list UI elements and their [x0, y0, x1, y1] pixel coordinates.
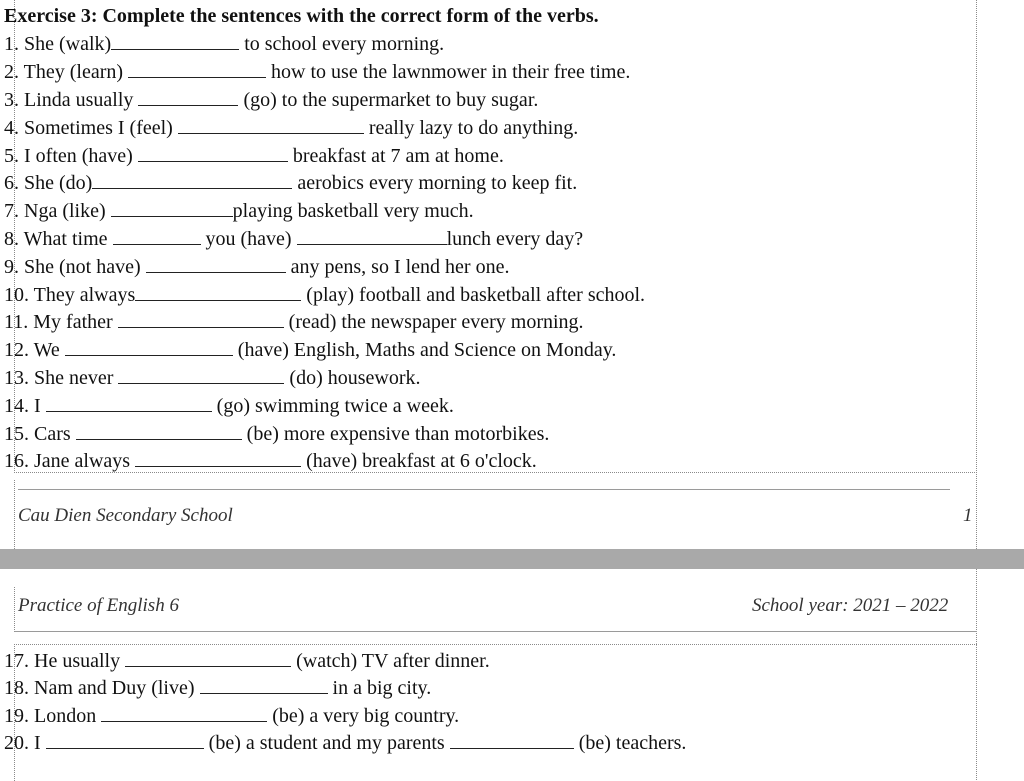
exercise-item — [4, 171, 577, 195]
answer-blank[interactable] — [65, 338, 233, 356]
header-school-year: School year: 2021 – 2022 — [752, 595, 949, 616]
item-prompt: 6. She (do) — [4, 172, 93, 194]
item-remainder: (be) a very big country. — [267, 705, 460, 727]
item-middle-text: (be) a student and my parents — [203, 732, 450, 754]
item-prompt: 3. Linda usually — [4, 89, 139, 111]
item-prompt: 15. Cars — [4, 423, 76, 445]
exercise-title: Exercise 3: Complete the sentences with the correct form of the verbs. — [4, 5, 599, 27]
footer-page-number: 1 — [963, 505, 973, 526]
item-prompt: 17. He usually — [4, 650, 126, 672]
item-prompt: 18. Nam and Duy (live) — [4, 677, 200, 699]
item-prompt: 14. I — [4, 395, 46, 417]
item-remainder: (be) more expensive than motorbikes. — [241, 423, 550, 445]
answer-blank[interactable] — [178, 116, 364, 134]
answer-blank[interactable] — [138, 88, 238, 106]
item-remainder: (have) English, Maths and Science on Monday. — [232, 339, 617, 361]
item-remainder: aerobics every morning to keep fit. — [292, 172, 578, 194]
answer-blank[interactable] — [111, 199, 233, 217]
exercise-item — [4, 88, 538, 112]
item-prompt: 9. She (not have) — [4, 256, 146, 278]
exercise-item — [4, 60, 630, 84]
exercise-item — [4, 283, 645, 307]
answer-blank[interactable] — [111, 32, 239, 50]
item-prompt: 16. Jane always — [4, 450, 136, 472]
exercise-item — [4, 731, 686, 755]
answer-blank[interactable] — [135, 449, 301, 467]
item-prompt: 13. She never — [4, 367, 119, 389]
exercise-item — [4, 366, 421, 390]
item-remainder: in a big city. — [327, 677, 432, 699]
item-prompt: 11. My father — [4, 311, 118, 333]
item-remainder: how to use the lawnmower in their free time. — [266, 61, 631, 83]
answer-blank[interactable] — [138, 144, 288, 162]
item-prompt: 7. Nga (like) — [4, 200, 111, 222]
answer-blank[interactable] — [200, 676, 328, 694]
exercise-item — [4, 394, 454, 418]
item-remainder: (have) breakfast at 6 o'clock. — [301, 450, 537, 472]
answer-blank[interactable] — [125, 649, 291, 667]
item-remainder: (do) housework. — [284, 367, 421, 389]
answer-blank[interactable] — [128, 60, 266, 78]
exercise-item — [4, 422, 549, 446]
exercise-item — [4, 255, 509, 279]
item-remainder: (play) football and basketball after school. — [301, 284, 646, 306]
exercise-item — [4, 227, 583, 251]
item-remainder: (watch) TV after dinner. — [291, 650, 490, 672]
item-prompt: 10. They always — [4, 284, 136, 306]
item-prompt: 2. They (learn) — [4, 61, 129, 83]
exercise-item — [4, 338, 616, 362]
item-remainder: (go) swimming twice a week. — [211, 395, 454, 417]
item-remainder: (go) to the supermarket to buy sugar. — [238, 89, 539, 111]
item-remainder: really lazy to do anything. — [363, 117, 579, 139]
answer-blank[interactable] — [46, 394, 212, 412]
exercise-item — [4, 449, 537, 473]
header-book-title: Practice of English 6 — [18, 595, 179, 616]
item-prompt: 4. Sometimes I (feel) — [4, 117, 178, 139]
page-gap — [0, 549, 1024, 569]
item-middle-text: you (have) — [200, 228, 297, 250]
answer-blank[interactable] — [146, 255, 286, 273]
item-remainder: to school every morning. — [239, 33, 445, 55]
footer-school-name: Cau Dien Secondary School — [18, 505, 233, 526]
item-prompt: 20. I — [4, 732, 46, 754]
item-remainder: playing basketball very much. — [232, 200, 474, 222]
exercise-item — [4, 676, 431, 700]
item-prompt: 1. She (walk) — [4, 33, 112, 55]
exercise-item — [4, 704, 459, 728]
exercise-item — [4, 116, 578, 140]
footer-divider — [18, 489, 950, 490]
item-prompt: 5. I often (have) — [4, 145, 138, 167]
answer-blank[interactable] — [118, 366, 284, 384]
item-remainder: (read) the newspaper every morning. — [283, 311, 584, 333]
item-prompt: 12. We — [4, 339, 65, 361]
answer-blank[interactable] — [135, 283, 301, 301]
answer-blank[interactable] — [450, 731, 574, 749]
exercise-item — [4, 310, 584, 334]
exercise-item — [4, 649, 490, 673]
item-prompt: 19. London — [4, 705, 102, 727]
exercise-item — [4, 32, 444, 56]
item-remainder: (be) teachers. — [573, 732, 687, 754]
answer-blank[interactable] — [297, 227, 447, 245]
answer-blank[interactable] — [113, 227, 201, 245]
answer-blank[interactable] — [46, 731, 204, 749]
answer-blank[interactable] — [92, 171, 292, 189]
answer-blank[interactable] — [118, 310, 284, 328]
exercise-item — [4, 144, 504, 168]
exercise-item — [4, 199, 474, 223]
answer-blank[interactable] — [101, 704, 267, 722]
item-prompt: 8. What time — [4, 228, 113, 250]
item-remainder: any pens, so I lend her one. — [285, 256, 510, 278]
item-remainder: lunch every day? — [446, 228, 584, 250]
item-remainder: breakfast at 7 am at home. — [287, 145, 504, 167]
answer-blank[interactable] — [76, 422, 242, 440]
